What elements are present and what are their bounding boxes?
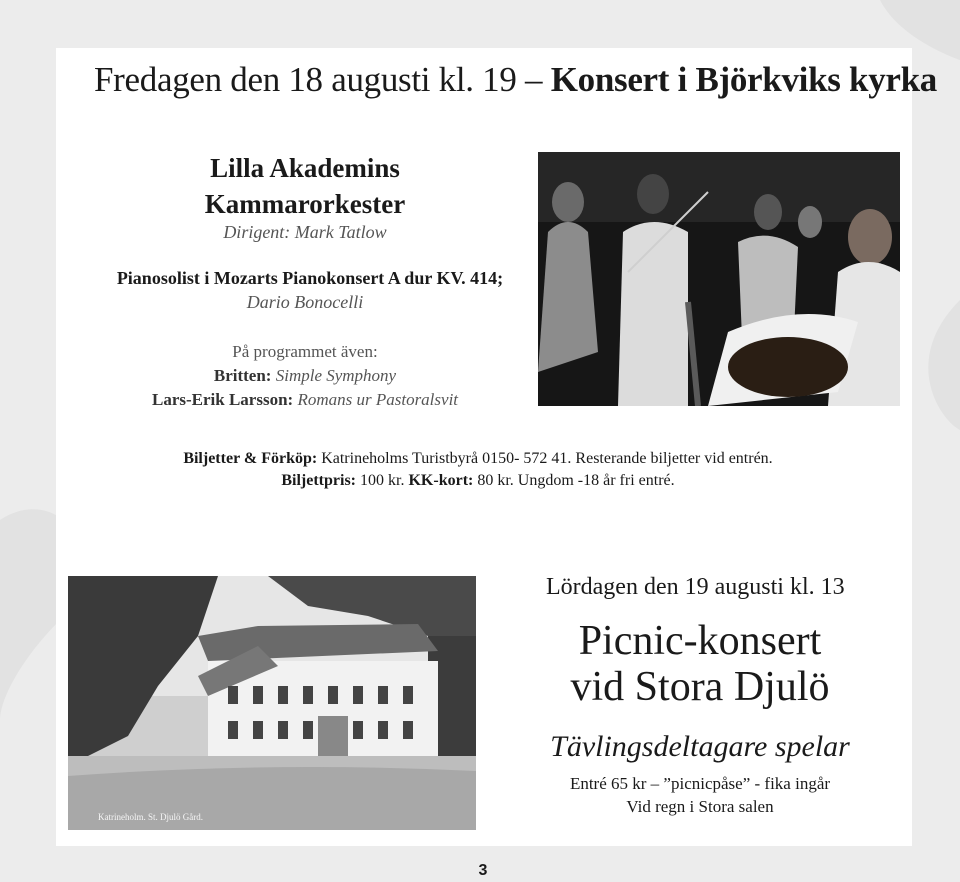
- friday-heading: [94, 60, 937, 100]
- ticket-price-label: Biljettpris:: [281, 472, 357, 489]
- manor-photo-caption: Katrineholm. St. Djulö Gård.: [98, 812, 203, 822]
- soloist-name: Dario Bonocelli: [246, 292, 364, 312]
- ticket-label: Biljetter & Förköp:: [183, 450, 318, 467]
- conductor: Dirigent: Mark Tatlow: [223, 222, 387, 242]
- picnic-title-line1: Picnic-konsert: [578, 618, 822, 664]
- ensemble-name-line2: Kammarorkester: [204, 189, 406, 219]
- program-item: [55, 366, 555, 386]
- ticket-info-line2: [60, 472, 896, 490]
- picnic-concert-title: [530, 618, 870, 710]
- soloist-line: Pianosolist i Mozarts Pianokonsert A dur KV. 414;: [116, 268, 504, 288]
- ticket-info: Katrineholms Turistbyrå 0150- 572 41. Resterande biljetter vid entrén.: [321, 450, 773, 467]
- program-composer: Britten:: [213, 366, 272, 385]
- page-number: 3: [478, 862, 488, 879]
- ensemble-name: [160, 150, 450, 222]
- orchestra-photo: [538, 152, 900, 406]
- program-composer: Lars-Erik Larsson:: [151, 390, 294, 409]
- manor-photo: [68, 576, 476, 830]
- rain-note: Vid regn i Stora salen: [626, 797, 774, 816]
- ticket-info-line1: [60, 450, 896, 468]
- performers: Tävlingsdeltagare spelar: [550, 730, 850, 763]
- saturday-date: Lördagen den 19 augusti kl. 13: [546, 574, 845, 600]
- youth-entry: Ungdom -18 år fri entré.: [517, 472, 675, 489]
- kk-card-price: 80 kr.: [477, 472, 514, 489]
- program-intro: På programmet även:: [232, 342, 378, 361]
- picnic-title-line2: vid Stora Djulö: [570, 664, 830, 710]
- friday-date: Fredagen den 18 augusti kl. 19 –: [94, 60, 543, 99]
- ticket-price: 100 kr.: [360, 472, 405, 489]
- program-work: Romans ur Pastoralsvit: [297, 390, 459, 409]
- ensemble-name-line1: Lilla Akademins: [210, 153, 400, 183]
- program-work: Simple Symphony: [275, 366, 397, 385]
- friday-event-title: Konsert i Björkviks kyrka: [550, 60, 937, 99]
- program-item: [55, 390, 555, 410]
- kk-card-label: KK-kort:: [408, 472, 474, 489]
- entry-fee: Entré 65 kr – ”picnicpåse” - fika ingår: [569, 774, 831, 793]
